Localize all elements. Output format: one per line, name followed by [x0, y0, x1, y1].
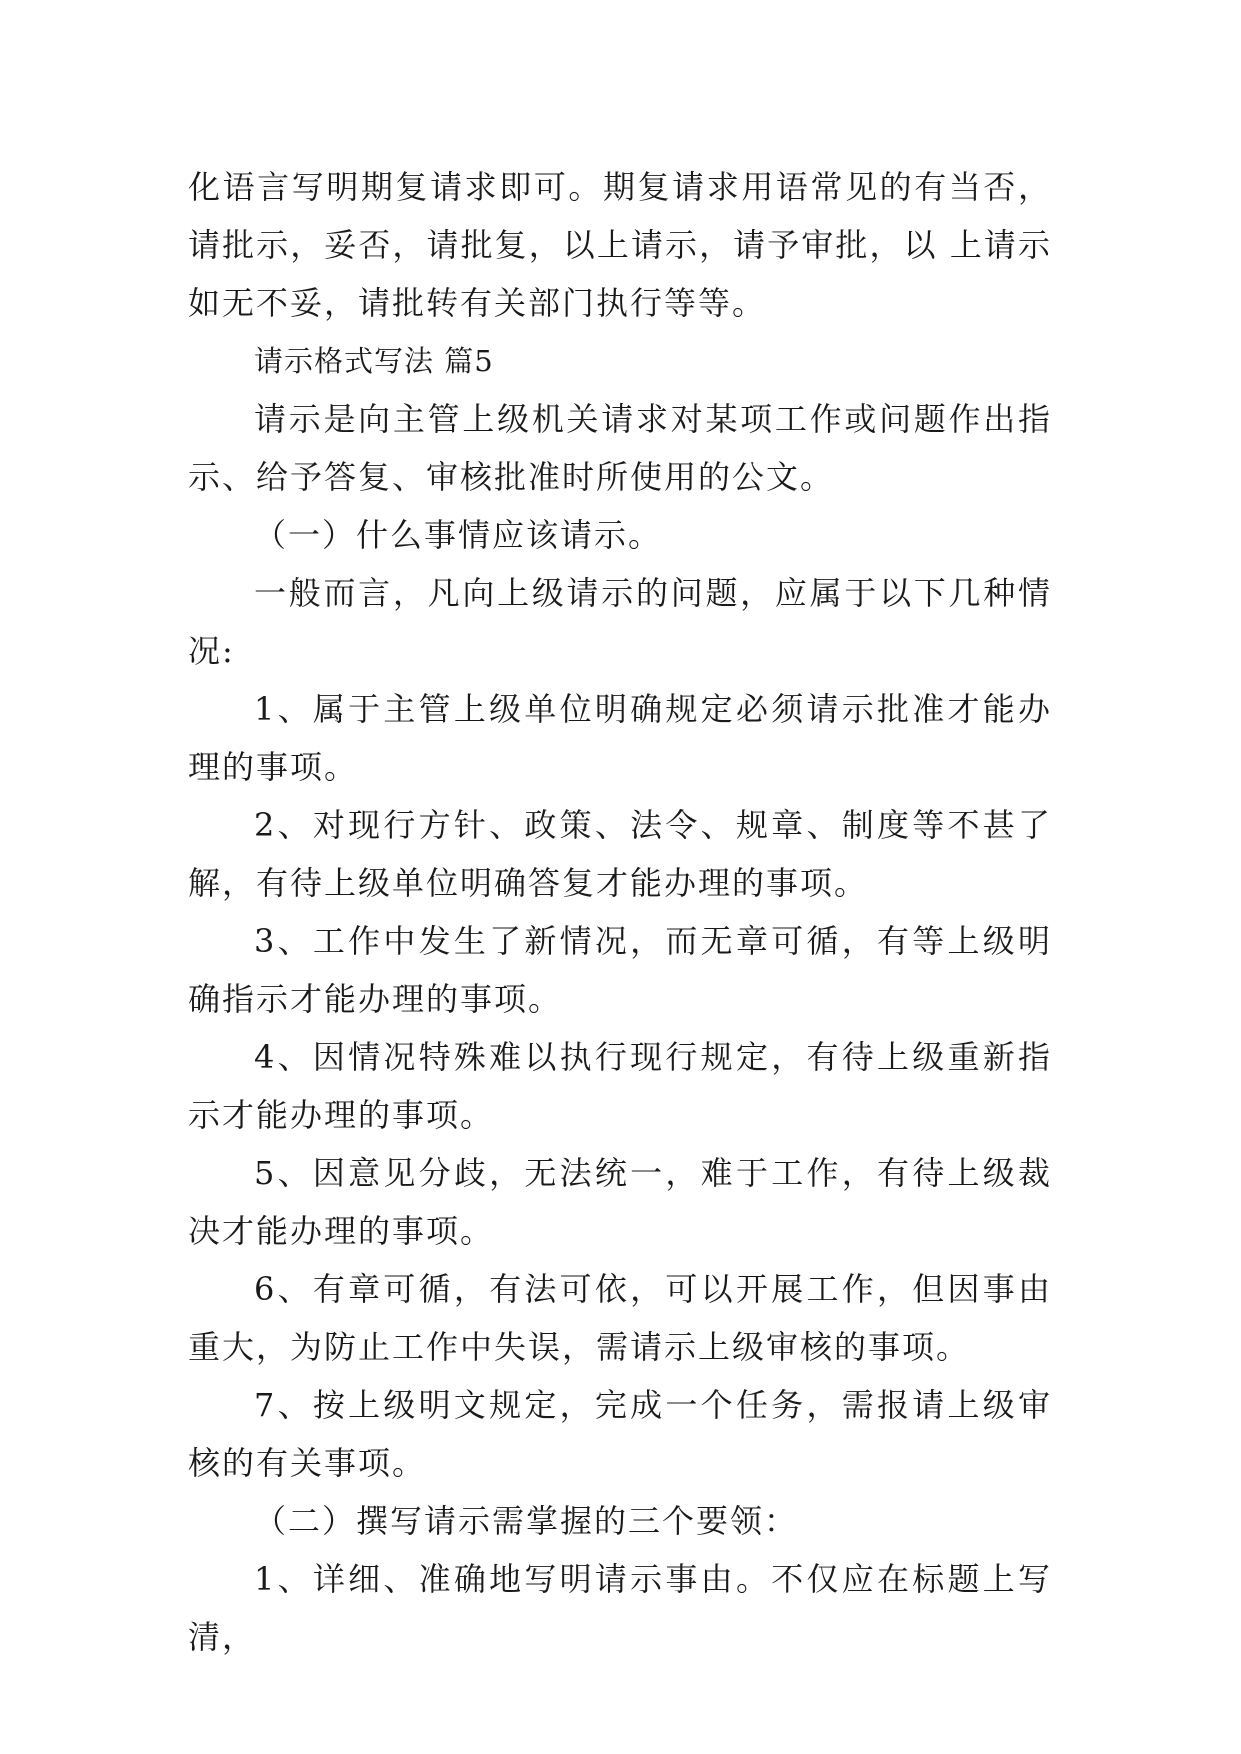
list-item-4: 4、因情况特殊难以执行现行规定，有待上级重新指示才能办理的事项。	[188, 1038, 1052, 1134]
subheading-three-essentials: （二）撰写请示需掌握的三个要领：	[254, 1502, 799, 1540]
list-item-7: 7、按上级明文规定，完成一个任务，需报请上级审核的有关事项。	[188, 1386, 1052, 1482]
list-item-1: 1、属于主管上级单位明确规定必须请示批准才能办理的事项。	[188, 690, 1052, 786]
subheading-when-to-request: （一）什么事情应该请示。	[254, 516, 663, 554]
section-heading: 请示格式写法 篇5	[254, 344, 494, 378]
list-item-2: 2、对现行方针、政策、法令、规章、制度等不甚了解，有待上级单位明确答复才能办理的事项。	[188, 806, 1052, 902]
essential-item-1: 1、详细、准确地写明请示事由。不仅应在标题上写清，	[188, 1560, 1052, 1656]
paragraph-definition: 请示是向主管上级机关请求对某项工作或问题作出指示、给予答复、审核批准时所使用的公文。	[188, 400, 1052, 496]
list-item-3: 3、工作中发生了新情况，而无章可循，有等上级明确指示才能办理的事项。	[188, 922, 1052, 1018]
paragraph-intro: 一般而言，凡向上级请示的问题，应属于以下几种情况:	[188, 574, 1052, 670]
list-item-6: 6、有章可循，有法可依，可以开展工作，但因事由重大，为防止工作中失误，需请示上级审核的事项。	[188, 1270, 1052, 1366]
list-item-5: 5、因意见分歧，无法统一，难于工作，有待上级裁决才能办理的事项。	[188, 1154, 1052, 1250]
paragraph-continuation: 化语言写明期复请求即可。期复请求用语常见的有当否，请批示，妥否，请批复，以上请示，请予审批，以 上请示如无不妥，请批转有关部门执行等等。	[188, 168, 1052, 322]
document-body	[188, 158, 1052, 1666]
